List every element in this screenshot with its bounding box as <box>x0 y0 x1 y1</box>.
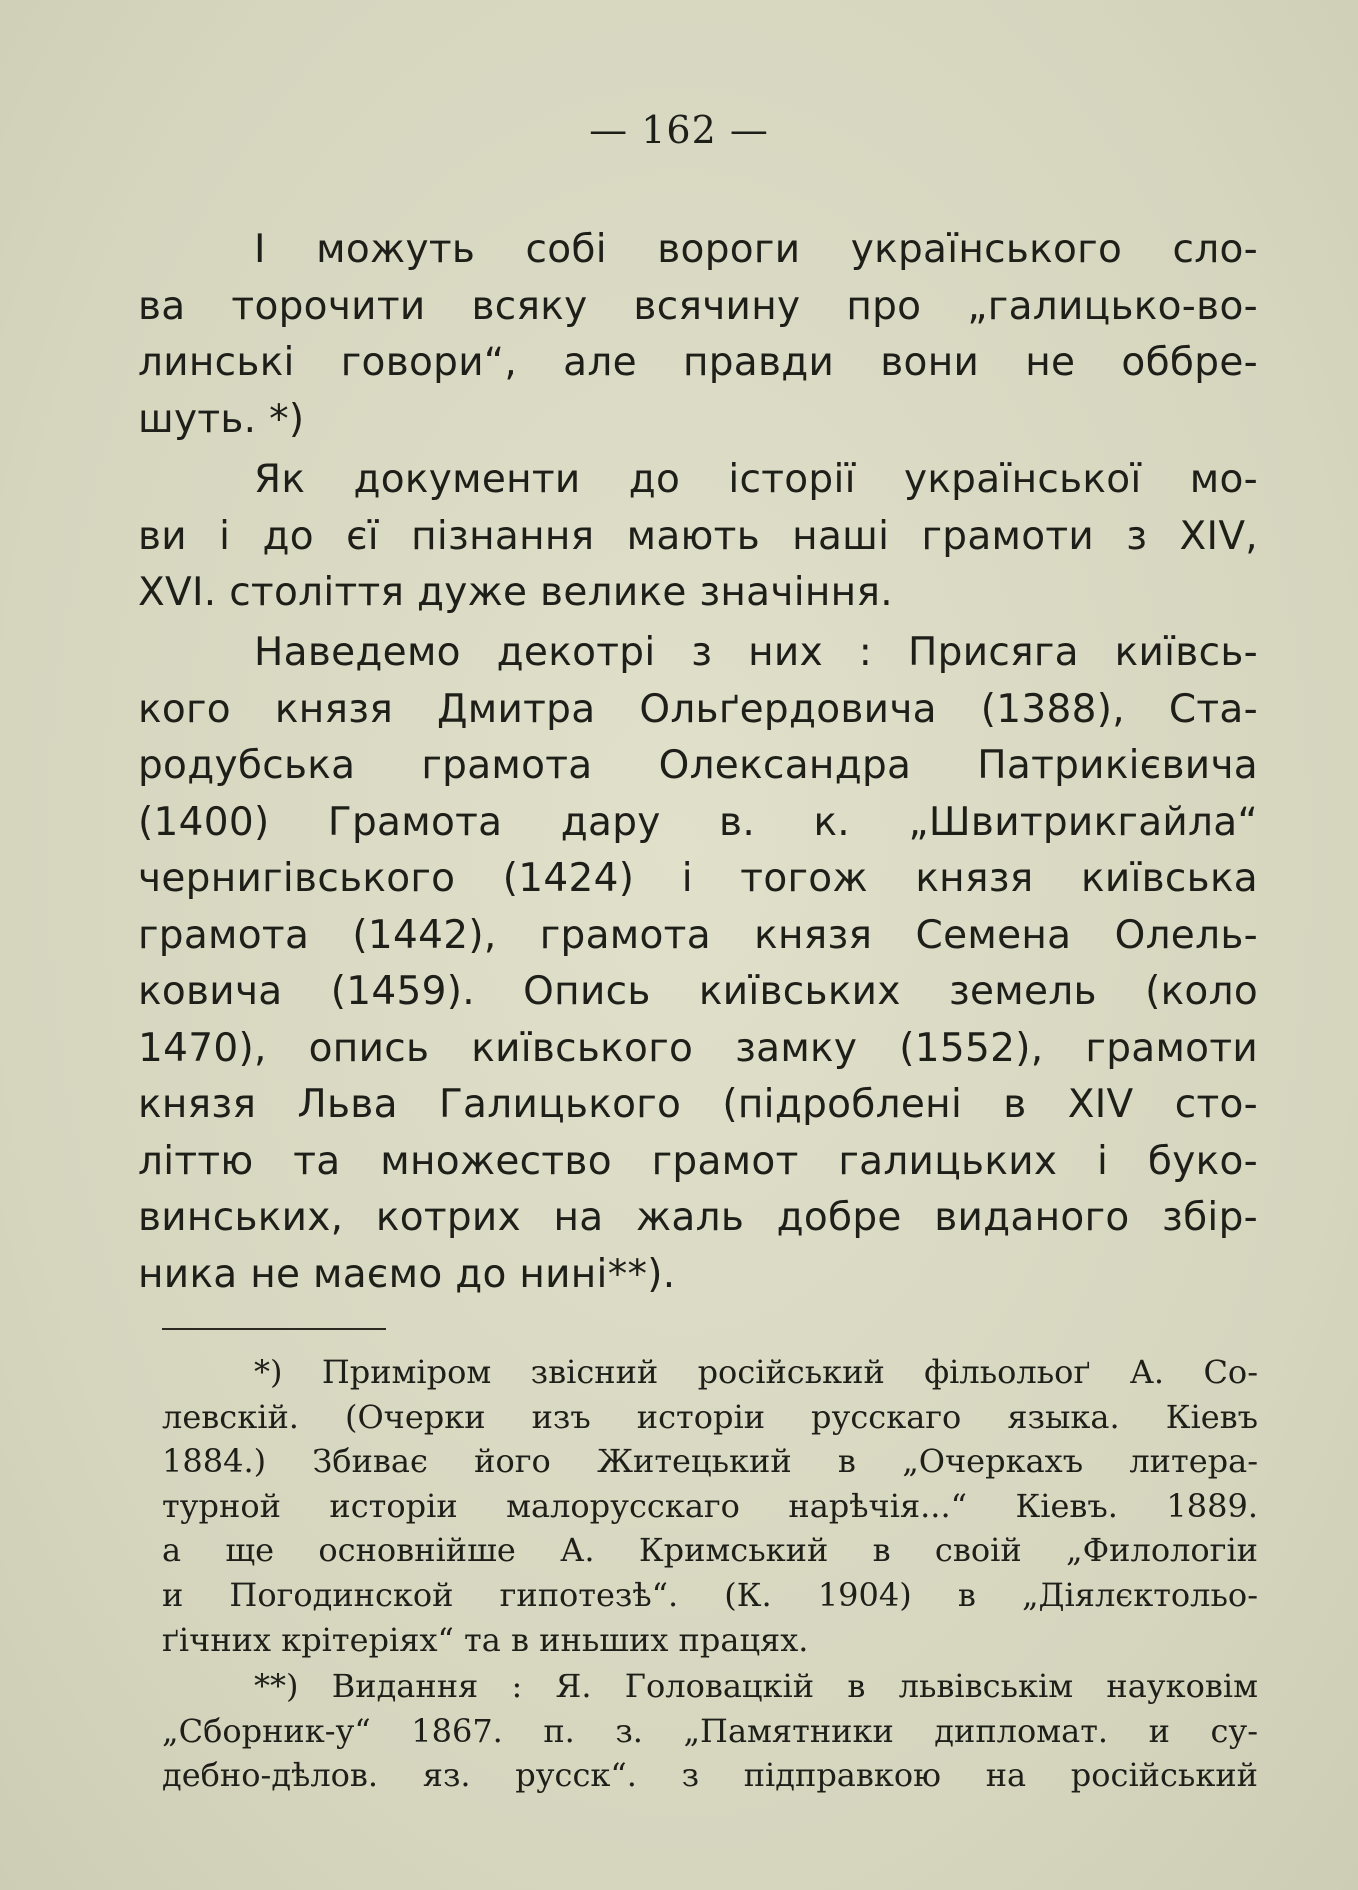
footnote-1 <box>162 1350 1258 1662</box>
footnotes <box>162 1350 1258 1798</box>
footnote-line: **) Видання : Я. Головацкій в львівськім науковім <box>254 1667 1258 1706</box>
footnote-line: ґічних крітеріях“ та в иньших працях. <box>162 1620 809 1659</box>
footnote-2 <box>162 1664 1258 1798</box>
text-line: ника не маємо до нині**). <box>138 1251 676 1297</box>
text-line: князя Льва Галицького (підроблені в XIV сто- <box>138 1082 1258 1127</box>
text-line: Як документи до історії української мо- <box>254 457 1258 502</box>
text-line: чернигівського (1424) і тогож князя київська <box>138 856 1258 901</box>
footnote-line: *) Приміром звісний російський фільольоґ А. Со- <box>254 1353 1258 1391</box>
footnote-divider <box>162 1328 386 1330</box>
footnote-line: „Сборник-у“ 1867. п. з. „Памятники дипломат. и су- <box>162 1711 1258 1750</box>
text-line: літтю та множество грамот галицьких і буко- <box>138 1138 1258 1184</box>
paragraph-3 <box>138 625 1258 1303</box>
text-line: ковича (1459). Опись київських земель (коло <box>138 969 1258 1014</box>
text-line: Наведемо декотрі з них : Присяга київсь- <box>254 630 1258 675</box>
footnote-line: 1884.) Збиває його Житецький в „Очеркахъ литера- <box>162 1442 1258 1481</box>
page-number: — 162 — <box>589 108 769 152</box>
text-line: І можуть собі вороги українського сло- <box>254 227 1258 272</box>
text-line: 1470), опись київського замку (1552), грамоти <box>138 1025 1258 1071</box>
footnote-line: дебно-дѣлов. яз. русск“. з підправкою на російський <box>162 1756 1258 1795</box>
footnote-line: а ще основнійше А. Кримський в своій „Филологіи <box>162 1531 1258 1570</box>
footnote-line: и Погодинской гипотезѣ“. (К. 1904) в „Діялєктольо- <box>162 1575 1258 1614</box>
text-line: линські говори“, але правди вони не оббре- <box>138 340 1258 385</box>
text-line: (1400) Грамота дару в. к. „Швитрикгайла“ <box>138 799 1258 845</box>
text-line: грамота (1442), грамота князя Семена Олель- <box>138 912 1258 958</box>
text-line: винських, котрих на жаль добре виданого збір- <box>138 1195 1258 1240</box>
text-line: XVI. століття дуже велике значіння. <box>138 570 893 615</box>
text-line: шуть. *) <box>138 396 305 442</box>
text-line: ва торочити всяку всячину про „галицько-во- <box>138 283 1258 329</box>
paragraph-2 <box>138 452 1258 622</box>
text-line: родубська грамота Олександра Патрикієвича <box>138 743 1258 788</box>
text-line: ви і до єї пізнання мають наші грамоти з XIV, <box>138 513 1258 559</box>
footnote-line: левскій. (Очерки изъ исторіи русскаго языка. Кіевъ <box>162 1397 1258 1436</box>
text-line: кого князя Дмитра Ольґердовича (1388), Ста- <box>138 686 1258 732</box>
footnote-line: турной исторіи малорусскаго нарѣчія...“ Кіевъ. 1889. <box>162 1486 1258 1525</box>
paragraph-1 <box>138 222 1258 448</box>
